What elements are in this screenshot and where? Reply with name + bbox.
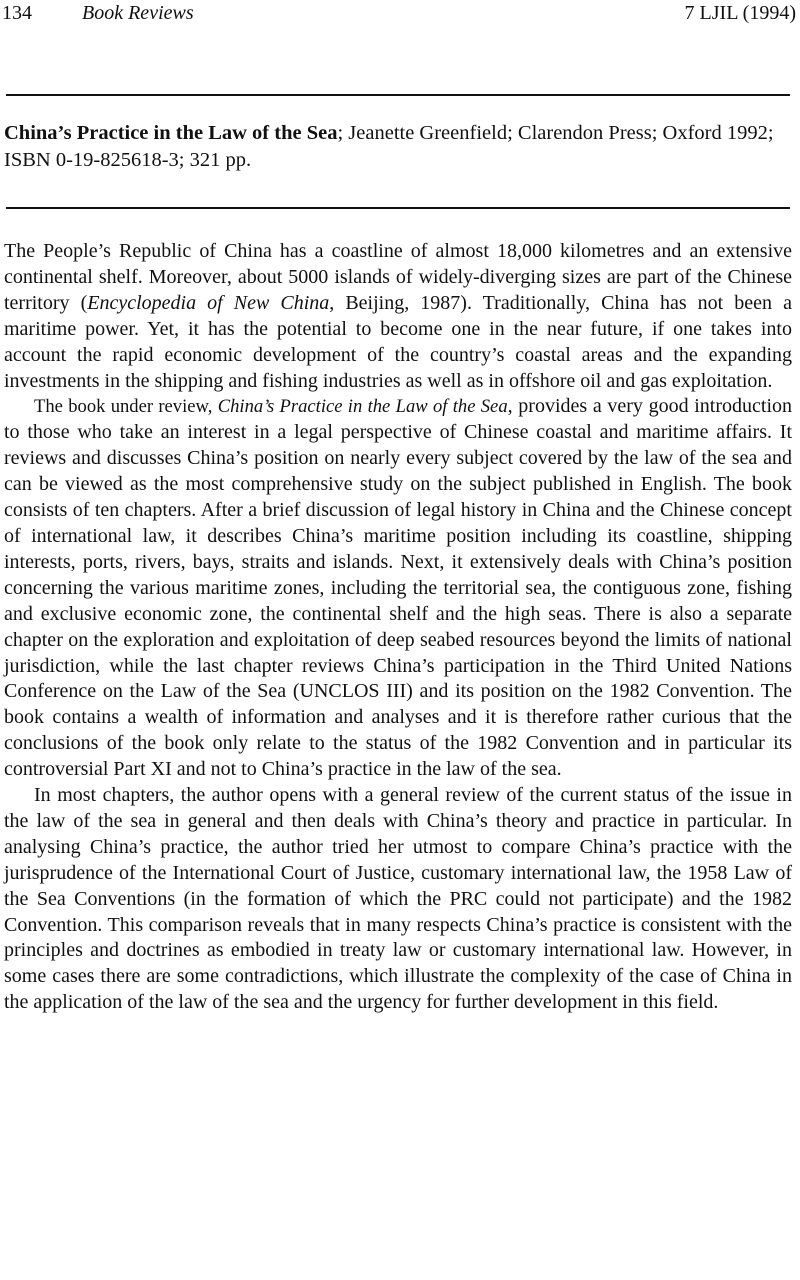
bottom-divider <box>6 207 790 209</box>
citation-details: ; Jeanette Greenfield; Clarendon Press; Oxford 1992; ISBN 0-19-825618-3; 321 pp. <box>4 122 774 171</box>
journal-reference: 7 LJIL (1994) <box>684 2 796 24</box>
reviewed-book-title: China’s Practice in the Law of the Sea <box>4 122 338 144</box>
paragraph-1-text-b: , Beijing, 1987). Traditionally, China has not been a maritime power. Yet, it has the potential to become one in the near future, if one takes into account the rapid economic development of the country’s coastal areas and the expanding investments in the shipping and fishing industries as well as in offshore oil and gas exploitation. <box>4 291 792 392</box>
paragraph-3: In most chapters, the author opens with a general review of the current status of the issue in the law of the sea in general and then deals with China’s theory and practice in particular. In analysing China’s practice, the author tried her utmost to compare China’s practice with the jurisprudence of the International Court of Justice, customary international law, the 1958 Law of the Sea Conventions (in the formation of which the PRC could not participate) and the 1982 Convention. This comparison reveals that in many respects China’s practice is consistent with the principles and doctrines as embodied in treaty law or customary international law. However, in some cases there are some contradictions, which illustrate the complexity of the case of China in the application of the law of the sea and the urgency for further development in this field. <box>4 784 792 1014</box>
page-number: 134 <box>2 2 32 24</box>
paragraph-2 <box>4 394 792 783</box>
paragraph-1-source: Encyclopedia of New China <box>87 291 330 314</box>
paragraph-1-text-a: The People’s Republic of China has a coastline of almost 18,000 kilometres and an extensive continental shelf. Moreover, about 5000 islands of widely-diverging sizes are part of the Chinese territory ( <box>4 240 792 314</box>
top-divider <box>6 94 790 96</box>
paragraph-2-book-title: China’s Practice in the Law of the Sea <box>217 396 508 418</box>
paragraph-2-text-a: The book under review, <box>34 396 218 418</box>
paragraph-1 <box>4 239 792 394</box>
review-body <box>4 239 792 1016</box>
book-citation <box>4 120 792 174</box>
paragraph-2-text-b: , provides a very good introduction to those who take an interest in a legal perspective of Chinese coastal and maritime affairs. It reviews and discusses China’s position on nearly every subject covered by the law of the sea and can be viewed as the most comprehensive study on the subject published in English. The book consists of ten chapters. After a brief discussion of legal history in China and the Chinese concept of international law, it describes China’s maritime position including its coastline, shipping interests, ports, rivers, bays, straits and islands. Next, it extensively deals with China’s position concerning the various maritime zones, including the territorial sea, the contiguous zone, fishing and exclusive economic zone, the continental shelf and the high seas. There is also a separate chapter on the exploration and exploitation of deep seabed resources beyond the limits of national jurisdiction, while the last chapter reviews China’s participation in the Third United Nations Conference on the Law of the Sea (UNCLOS III) and its position on the 1982 Convention. The book contains a wealth of information and analyses and it is therefore rather curious that the conclusions of the book only relate to the status of the 1982 Convention and in particular its controversial Part XI and not to China’s practice in the law of the sea. <box>4 395 792 781</box>
section-title: Book Reviews <box>82 2 194 24</box>
running-head <box>2 0 796 26</box>
